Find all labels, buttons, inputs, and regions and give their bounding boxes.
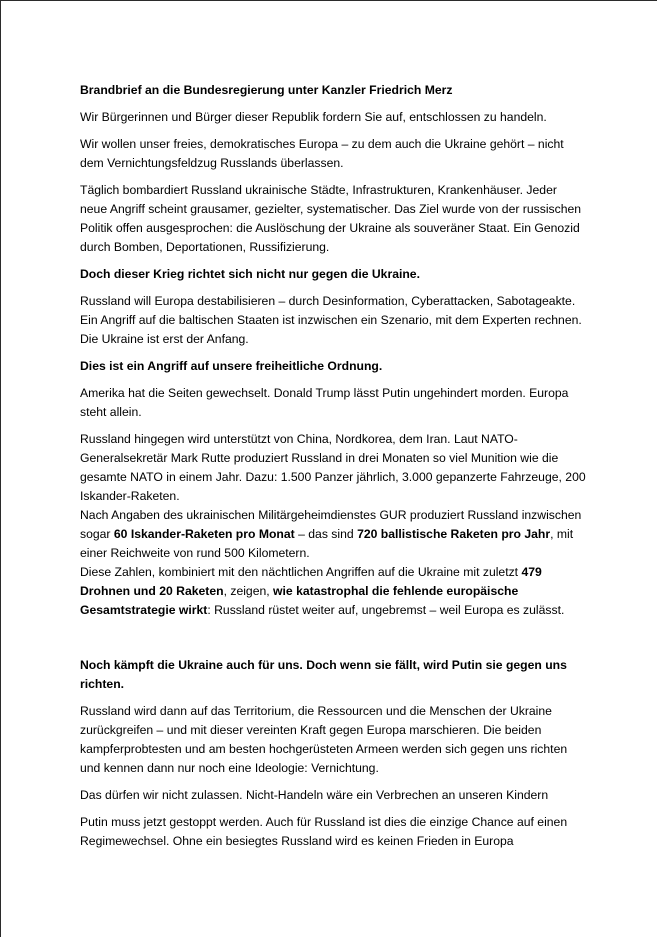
bold-segment: 720 ballistische Raketen pro Jahr — [357, 527, 551, 541]
paragraph-gur-report — [80, 506, 586, 563]
letter-body — [80, 81, 586, 859]
text-segment: Diese Zahlen, kombiniert mit den nächtlichen Angriffen auf die Ukraine mit zuletzt — [80, 565, 522, 579]
heading-not-only-ukraine: Doch dieser Krieg richtet sich nicht nur gegen die Ukraine. — [80, 267, 420, 281]
paragraph-must-not-allow: Das dürfen wir nicht zulassen. Nicht-Handeln wäre ein Verbrechen an unseren Kindern — [80, 788, 549, 802]
text-segment: : Russland rüstet weiter auf, ungebremst – weil Europa es zulässt. — [207, 603, 565, 617]
text-segment: – das sind — [294, 527, 358, 541]
paragraph-america-switched: Amerika hat die Seiten gewechselt. Donald Trump lässt Putin ungehindert morden. Europa steht allein. — [80, 386, 569, 419]
paragraph-stop-putin: Putin muss jetzt gestoppt werden. Auch für Russland ist dies die einzige Chance auf einen Regimewechsel. Ohne ein besiegtes Russland wird es keinen Frieden in Europa — [80, 815, 568, 848]
letter-title: Brandbrief an die Bundesregierung unter Kanzler Friedrich Merz — [80, 83, 453, 97]
heading-ukraine-fights-for-us: Noch kämpft die Ukraine auch für uns. Doch wenn sie fällt, wird Putin sie gegen uns richten. — [80, 658, 567, 691]
bold-segment: 479 Drohnen und 20 Raketen — [80, 565, 542, 598]
paragraph-destabilize-europe: Russland will Europa destabilisieren – durch Desinformation, Cyberattacken, Sabotageakte. Ein Angriff auf die baltischen Staaten ist inzwischen ein Szenario, mit dem Experten rechnen. Die Ukraine ist erst der Anfang. — [80, 294, 582, 346]
text-segment: Nach Angaben des ukrainischen Militärgeheimdienstes GUR produziert Russland inzwischen sogar — [80, 508, 582, 541]
text-segment: , mit einer Reichweite von rund 500 Kilometern. — [80, 527, 574, 560]
bold-segment: 60 Iskander-Raketen pro Monat — [113, 527, 295, 541]
text-segment: , zeigen, — [223, 584, 274, 598]
paragraph-russia-will-march: Russland wird dann auf das Territorium, die Ressourcen und die Menschen der Ukraine zurückgreifen – und mit dieser vereinten Kraft gegen Europa marschieren. Die beiden kampferprobtesten und am besten hochgerüsteten Armeen werden sich gegen uns richten und kennen dann nur noch eine Ideologie: Vernichtung. — [80, 704, 568, 775]
paragraph-call-to-action: Wir Bürgerinnen und Bürger dieser Republik fordern Sie auf, entschlossen zu handeln. — [80, 110, 547, 124]
paragraph-russia-supported: Russland hingegen wird unterstützt von China, Nordkorea, dem Iran. Laut NATO-Generalsekretär Mark Rutte produziert Russland in drei Monaten so viel Munition wie die gesamte NATO in einem Jahr. Dazu: 1.500 Panzer jährlich, 3.000 gepanzerte Fahrzeuge, 200 Iskander-Raketen. — [80, 432, 586, 503]
paragraph-free-europe: Wir wollen unser freies, demokratisches Europa – zu dem auch die Ukraine gehört – nicht dem Vernichtungsfeldzug Russlands überlassen. — [80, 137, 564, 170]
paragraph-numbers-combined — [80, 563, 586, 620]
bold-segment: wie katastrophal die fehlende europäische Gesamtstrategie wirkt — [80, 584, 519, 617]
paragraph-daily-bombing: Täglich bombardiert Russland ukrainische Städte, Infrastrukturen, Krankenhäuser. Jeder neue Angriff scheint grausamer, gezielter, systematischer. Das Ziel wurde von der russischen Politik offen ausgesprochen: die Auslöschung der Ukraine als souveräner Staat. Ein Genozid durch Bomben, Deportationen, Russifizierung. — [80, 183, 582, 254]
heading-attack-on-order: Dies ist ein Angriff auf unsere freiheitliche Ordnung. — [80, 359, 383, 373]
